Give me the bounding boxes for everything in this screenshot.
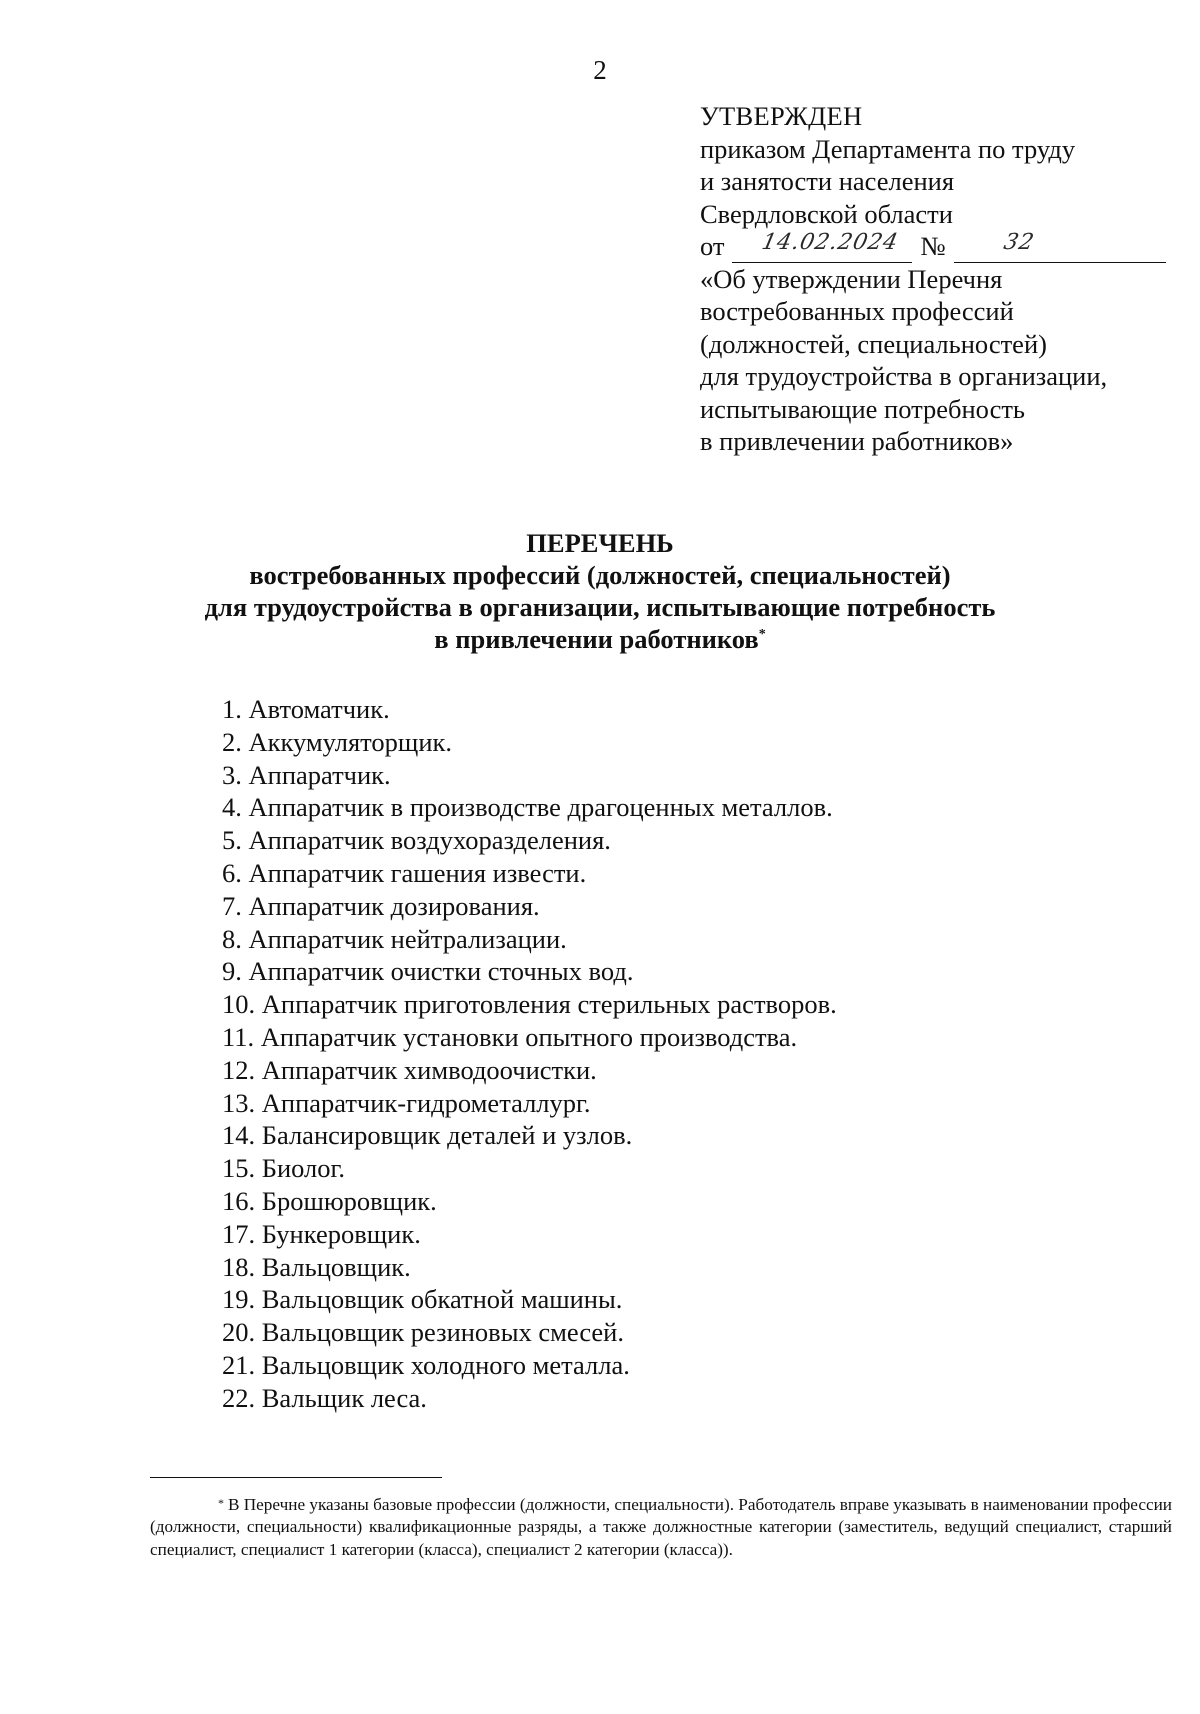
title-subline: востребованных профессий (должностей, специальностей) [249, 560, 951, 590]
approval-line: и занятости населения [700, 166, 955, 196]
footnote-divider [150, 1477, 442, 1478]
list-item: 22. Вальщик леса. [222, 1382, 427, 1413]
list-item: 5. Аппаратчик воздухоразделения. [222, 825, 611, 856]
page-number: 2 [593, 55, 607, 85]
approval-stamp [700, 100, 1170, 458]
footnote [150, 1494, 1172, 1561]
footnote-mark: * [218, 1496, 224, 1510]
professions-list [222, 693, 837, 1415]
list-item: 13. Аппаратчик-гидрометаллург. [222, 1087, 591, 1118]
approval-ref-line: (должностей, специальностей) [700, 328, 1047, 359]
date-field [732, 230, 912, 263]
list-item: 4. Аппаратчик в производстве драгоценных металлов. [222, 792, 833, 823]
approval-line: Свердловской области [700, 198, 953, 229]
handwritten-number: 32 [1001, 230, 1037, 255]
title-subline: для трудоустройства в организации, испытывающие потребность [204, 592, 996, 622]
list-item: 11. Аппаратчик установки опытного производства. [222, 1021, 798, 1052]
number-field [954, 230, 1166, 263]
title-last-line: в привлечении работников [434, 624, 759, 654]
list-item: 1. Автоматчик. [222, 694, 390, 724]
list-item: 15. Биолог. [222, 1153, 346, 1184]
list-item: 6. Аппаратчик гашения извести. [222, 857, 587, 888]
list-item: 9. Аппаратчик очистки сточных вод. [222, 956, 634, 987]
list-item: 12. Аппаратчик химводоочистки. [222, 1054, 597, 1085]
list-item: 19. Вальцовщик обкатной машины. [222, 1284, 623, 1315]
list-item: 10. Аппаратчик приготовления стерильных растворов. [222, 989, 837, 1020]
list-item: 3. Аппаратчик. [222, 759, 391, 790]
list-item: 16. Брошюровщик. [222, 1185, 437, 1216]
document-title [0, 527, 1200, 655]
list-item: 18. Вальцовщик. [222, 1251, 411, 1282]
title-subline [0, 623, 1200, 655]
approval-ref-line: для трудоустройства в организации, [700, 361, 1108, 391]
date-prefix: от [700, 231, 725, 261]
handwritten-date: 14.02.2024 [759, 230, 902, 255]
list-item: 20. Вальцовщик резиновых смесей. [222, 1317, 624, 1348]
approval-ref-line: «Об утверждении Перечня [700, 263, 1003, 294]
approval-ref-line: в привлечении работников» [700, 426, 1014, 456]
footnote-text: В Перечне указаны базовые профессии (должности, специальности). Работодатель вправе указывать в наименовании профессии (должности, специальности) квалификационные разряды, а также должностные категории (заместитель, ведущий специалист, старший специалист, специалист 1 категории (класса), специалист 2 категории (класса)). [150, 1495, 1172, 1559]
list-item: 21. Вальцовщик холодного металла. [222, 1349, 630, 1380]
approval-ref-line: испытывающие потребность [700, 393, 1026, 424]
order-date-number-line [700, 230, 1170, 263]
list-item: 14. Балансировщик деталей и узлов. [222, 1120, 633, 1151]
footnote-reference: * [758, 627, 766, 642]
title-heading: ПЕРЕЧЕНЬ [526, 528, 674, 558]
list-item: 2. Аккумуляторщик. [222, 726, 452, 757]
list-item: 7. Аппаратчик дозирования. [222, 890, 540, 921]
approval-heading: УТВЕРЖДЕН [700, 101, 863, 131]
list-item: 8. Аппаратчик нейтрализации. [222, 923, 567, 954]
approval-line: приказом Департамента по труду [700, 133, 1076, 164]
list-item: 17. Бункеровщик. [222, 1218, 421, 1249]
number-label: № [920, 231, 946, 261]
approval-ref-line: востребованных профессий [700, 296, 1014, 326]
